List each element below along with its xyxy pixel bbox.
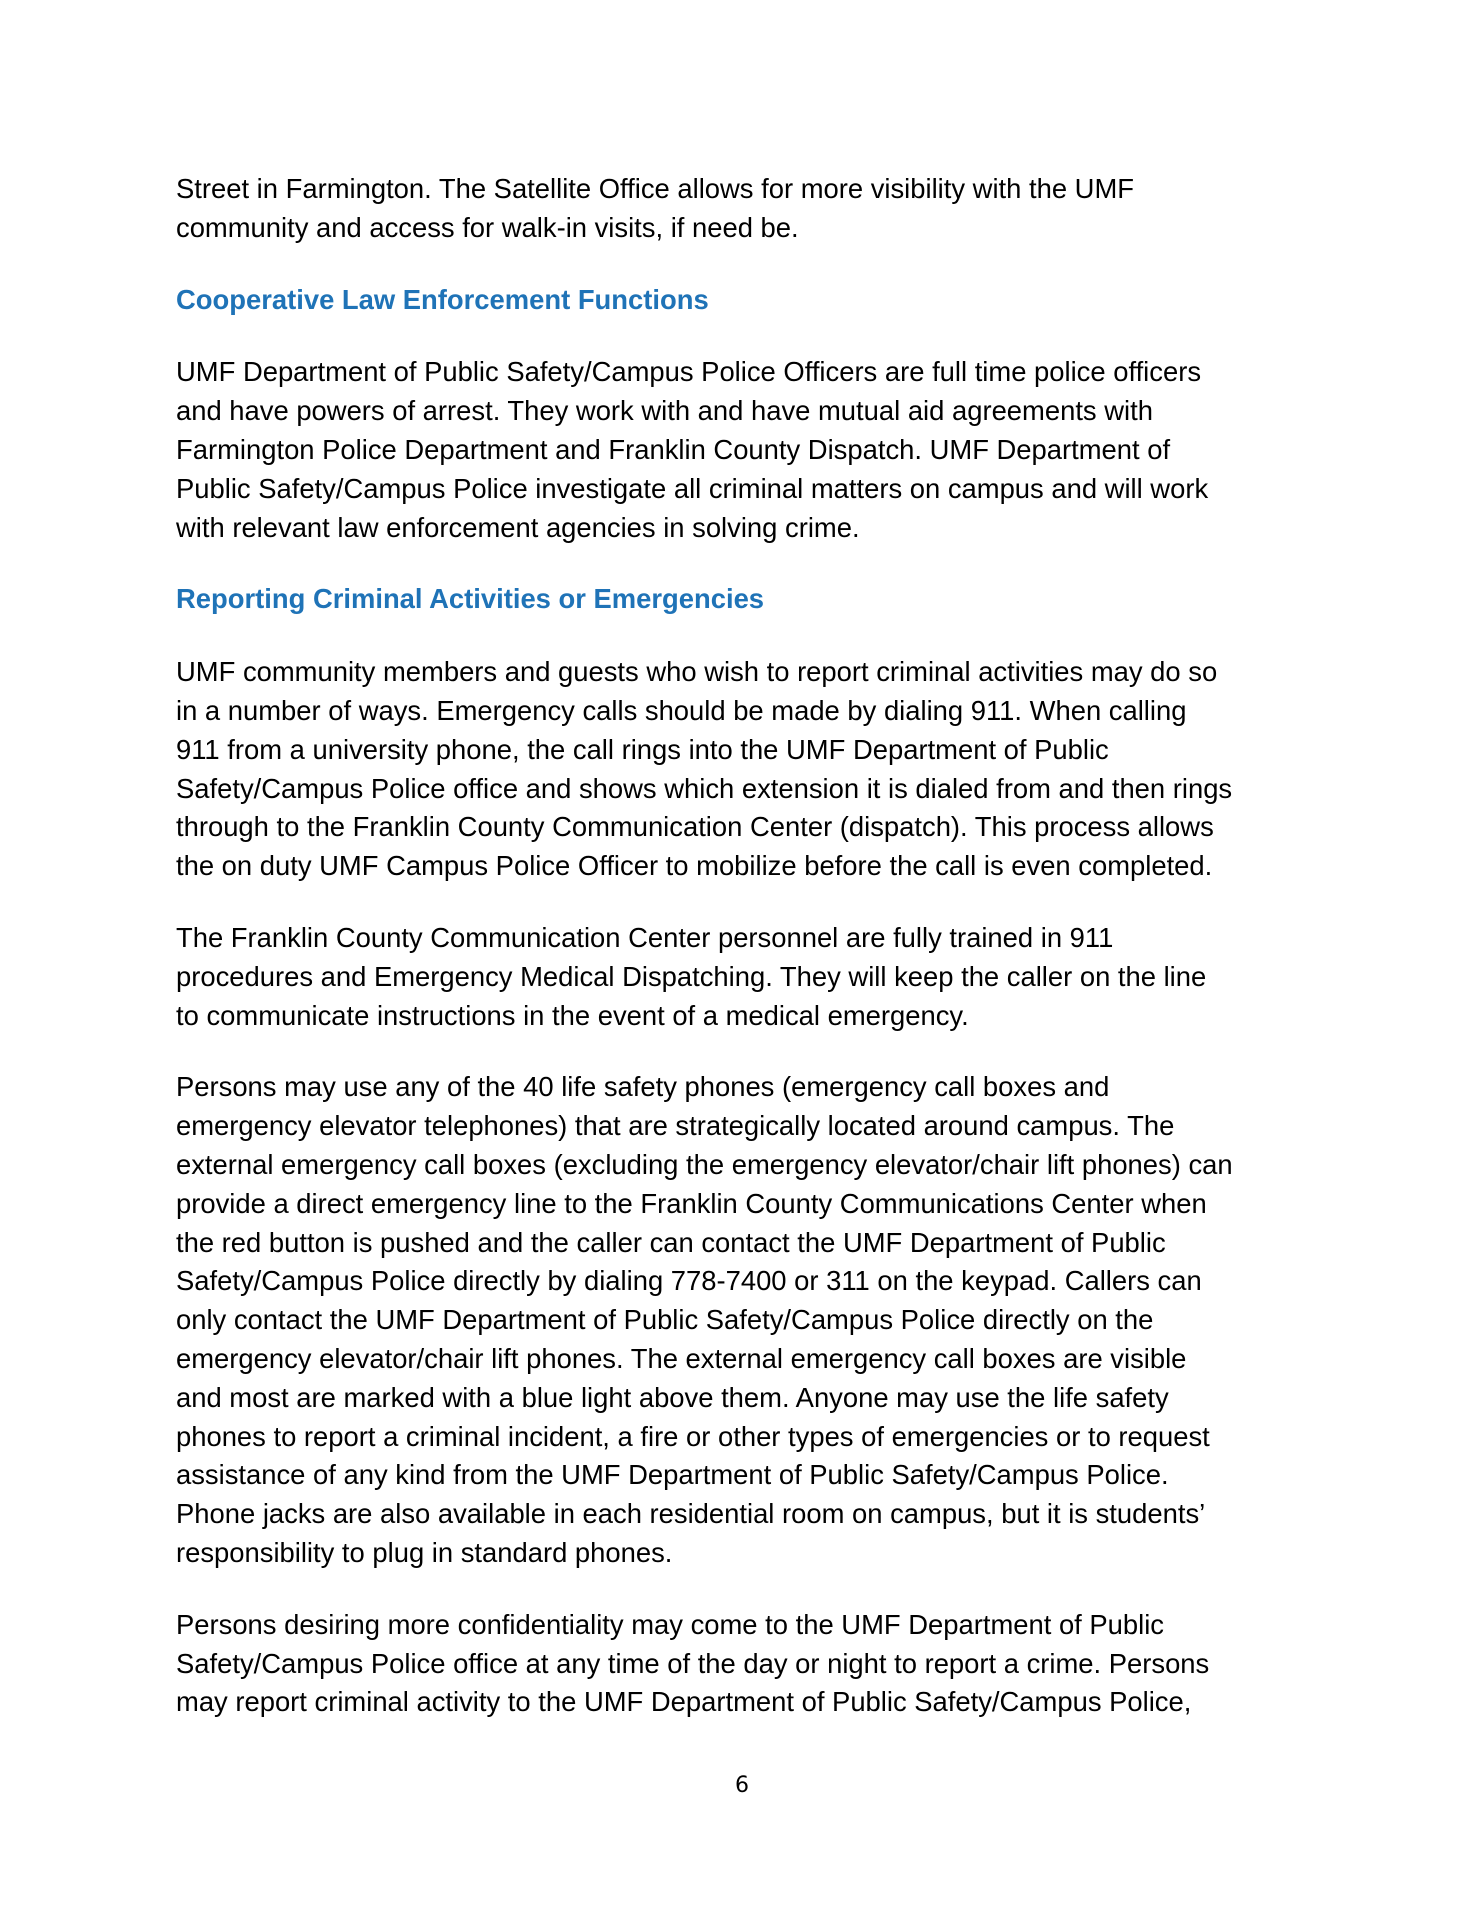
text-line: through to the Franklin County Communication Center (dispatch). This process allows [176, 811, 1214, 843]
text-line: phones to report a criminal incident, a fire or other types of emergencies or to request [176, 1420, 1210, 1452]
paragraph [176, 1068, 1326, 1572]
text-line: emergency elevator telephones) that are strategically located around campus. The [176, 1110, 1175, 1142]
section-intro [176, 170, 1326, 248]
section-cooperative-law-enforcement [176, 281, 1326, 548]
paragraph [176, 170, 1326, 248]
paragraph [176, 1606, 1326, 1722]
text-line: Persons desiring more confidentiality may come to the UMF Department of Public [176, 1608, 1165, 1640]
text-line: 911 from a university phone, the call rings into the UMF Department of Public [176, 733, 1109, 765]
page-number: 6 [735, 1773, 749, 1798]
paragraph [176, 919, 1326, 1035]
text-line: in a number of ways. Emergency calls should be made by dialing 911. When calling [176, 694, 1187, 726]
text-line: provide a direct emergency line to the Franklin County Communications Center when [176, 1187, 1207, 1219]
text-line: Public Safety/Campus Police investigate all criminal matters on campus and will work [176, 472, 1209, 504]
paragraph [176, 353, 1326, 547]
section-heading-reporting: Reporting Criminal Activities or Emergencies [176, 583, 765, 615]
text-line: UMF Department of Public Safety/Campus Police Officers are full time police officers [176, 356, 1202, 388]
text-line: and most are marked with a blue light above them. Anyone may use the life safety [176, 1381, 1169, 1413]
text-line: Phone jacks are also available in each residential room on campus, but it is students’ [176, 1498, 1206, 1530]
text-line: with relevant law enforcement agencies in solving crime. [176, 511, 860, 543]
text-line: the on duty UMF Campus Police Officer to mobilize before the call is even completed. [176, 850, 1213, 882]
paragraph [176, 653, 1326, 886]
text-line: procedures and Emergency Medical Dispatching. They will keep the caller on the line [176, 960, 1207, 992]
section-heading-cooperative: Cooperative Law Enforcement Functions [176, 283, 709, 315]
text-line: Street in Farmington. The Satellite Office allows for more visibility with the UMF [176, 173, 1135, 204]
page-content [176, 170, 1326, 1755]
text-line: may report criminal activity to the UMF Department of Public Safety/Campus Police, [176, 1686, 1192, 1718]
text-line: Safety/Campus Police directly by dialing 778-7400 or 311 on the keypad. Callers can [176, 1265, 1202, 1297]
text-line: UMF community members and guests who wish to report criminal activities may do so [176, 656, 1218, 688]
text-line: Persons may use any of the 40 life safety phones (emergency call boxes and [176, 1071, 1110, 1103]
text-line: the red button is pushed and the caller can contact the UMF Department of Public [176, 1226, 1166, 1258]
text-line: emergency elevator/chair lift phones. The external emergency call boxes are visible [176, 1342, 1187, 1374]
section-reporting-criminal-activities [176, 580, 1326, 1722]
text-line: Safety/Campus Police office and shows which extension it is dialed from and then rings [176, 772, 1233, 804]
text-line: Farmington Police Department and Franklin County Dispatch. UMF Department of [176, 433, 1171, 465]
text-line: external emergency call boxes (excluding the emergency elevator/chair lift phones) can [176, 1148, 1233, 1180]
text-line: only contact the UMF Department of Public Safety/Campus Police directly on the [176, 1304, 1154, 1336]
text-line: and have powers of arrest. They work with and have mutual aid agreements with [176, 395, 1153, 427]
text-line: responsibility to plug in standard phones. [176, 1536, 673, 1568]
text-line: community and access for walk-in visits, if need be. [176, 211, 799, 243]
text-line: to communicate instructions in the event of a medical emergency. [176, 999, 969, 1031]
text-line: The Franklin County Communication Center personnel are fully trained in 911 [176, 921, 1114, 953]
text-line: Safety/Campus Police office at any time of the day or night to report a crime. Persons [176, 1647, 1210, 1679]
text-line: assistance of any kind from the UMF Department of Public Safety/Campus Police. [176, 1459, 1169, 1491]
